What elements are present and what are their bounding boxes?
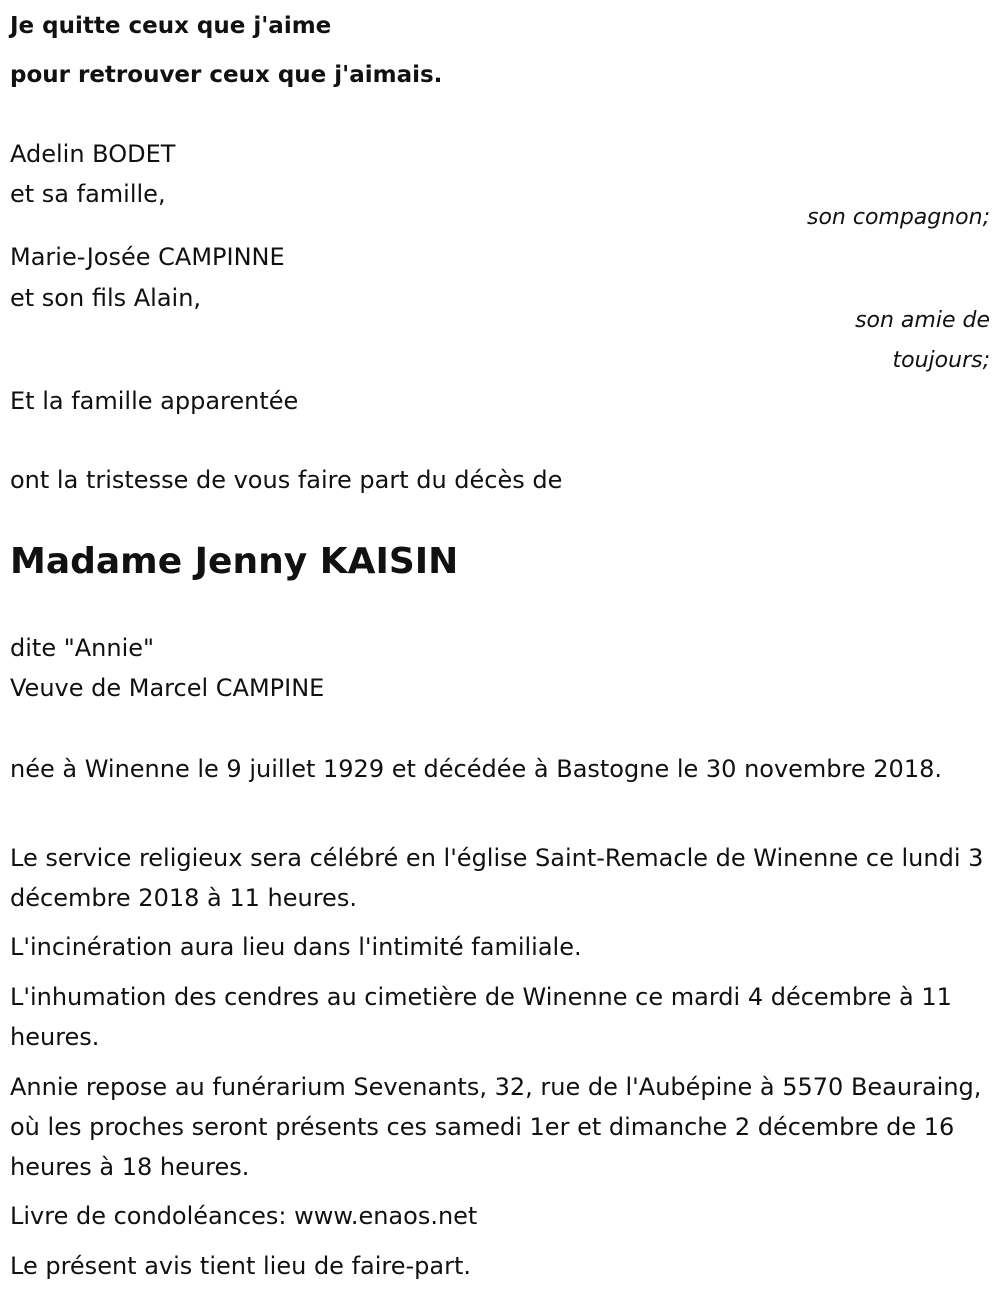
companion-role: son compagnon; xyxy=(806,205,990,230)
announcement: ont la tristesse de vous faire part du décès de xyxy=(10,466,563,494)
friend-name: Marie-Josée CAMPINNE xyxy=(10,243,285,271)
deceased-name: Madame Jenny KAISIN xyxy=(10,541,459,582)
companion-family: et sa famille, xyxy=(10,180,166,208)
relatives: Et la famille apparentée xyxy=(10,387,299,415)
birth-death-paragraph: née à Winenne le 9 juillet 1929 et décédée à Bastogne le 30 novembre 2018. xyxy=(10,755,942,783)
notice-paragraph: Le présent avis tient lieu de faire-part. xyxy=(10,1252,472,1280)
friend-role-line-1: son amie de xyxy=(855,308,990,333)
friend-family: et son fils Alain, xyxy=(10,284,202,312)
companion-name: Adelin BODET xyxy=(10,140,176,168)
quote-line-2: pour retrouver ceux que j'aimais. xyxy=(10,62,443,88)
burial-paragraph: L'inhumation des cendres au cimetière de Winenne ce mardi 4 décembre à 11 heures. xyxy=(10,983,952,1051)
deceased-nickname: dite "Annie" xyxy=(10,634,155,662)
cremation-paragraph: L'incinération aura lieu dans l'intimité familiale. xyxy=(10,933,582,961)
service-paragraph: Le service religieux sera célébré en l'église Saint-Remacle de Winenne ce lundi 3 décembre 2018 à 11 heures. xyxy=(10,844,984,912)
obituary-notice xyxy=(10,0,990,1301)
deceased-widow-of: Veuve de Marcel CAMPINE xyxy=(10,674,325,702)
visitation-paragraph: Annie repose au funérarium Sevenants, 32, rue de l'Aubépine à 5570 Beauraing, où les proches seront présents ces samedi 1er et dimanche 2 décembre de 16 heures à 18 heures. xyxy=(10,1073,982,1181)
quote-line-1: Je quitte ceux que j'aime xyxy=(10,13,332,39)
friend-role-line-2: toujours; xyxy=(892,348,990,373)
condolences-paragraph: Livre de condoléances: www.enaos.net xyxy=(10,1202,478,1230)
